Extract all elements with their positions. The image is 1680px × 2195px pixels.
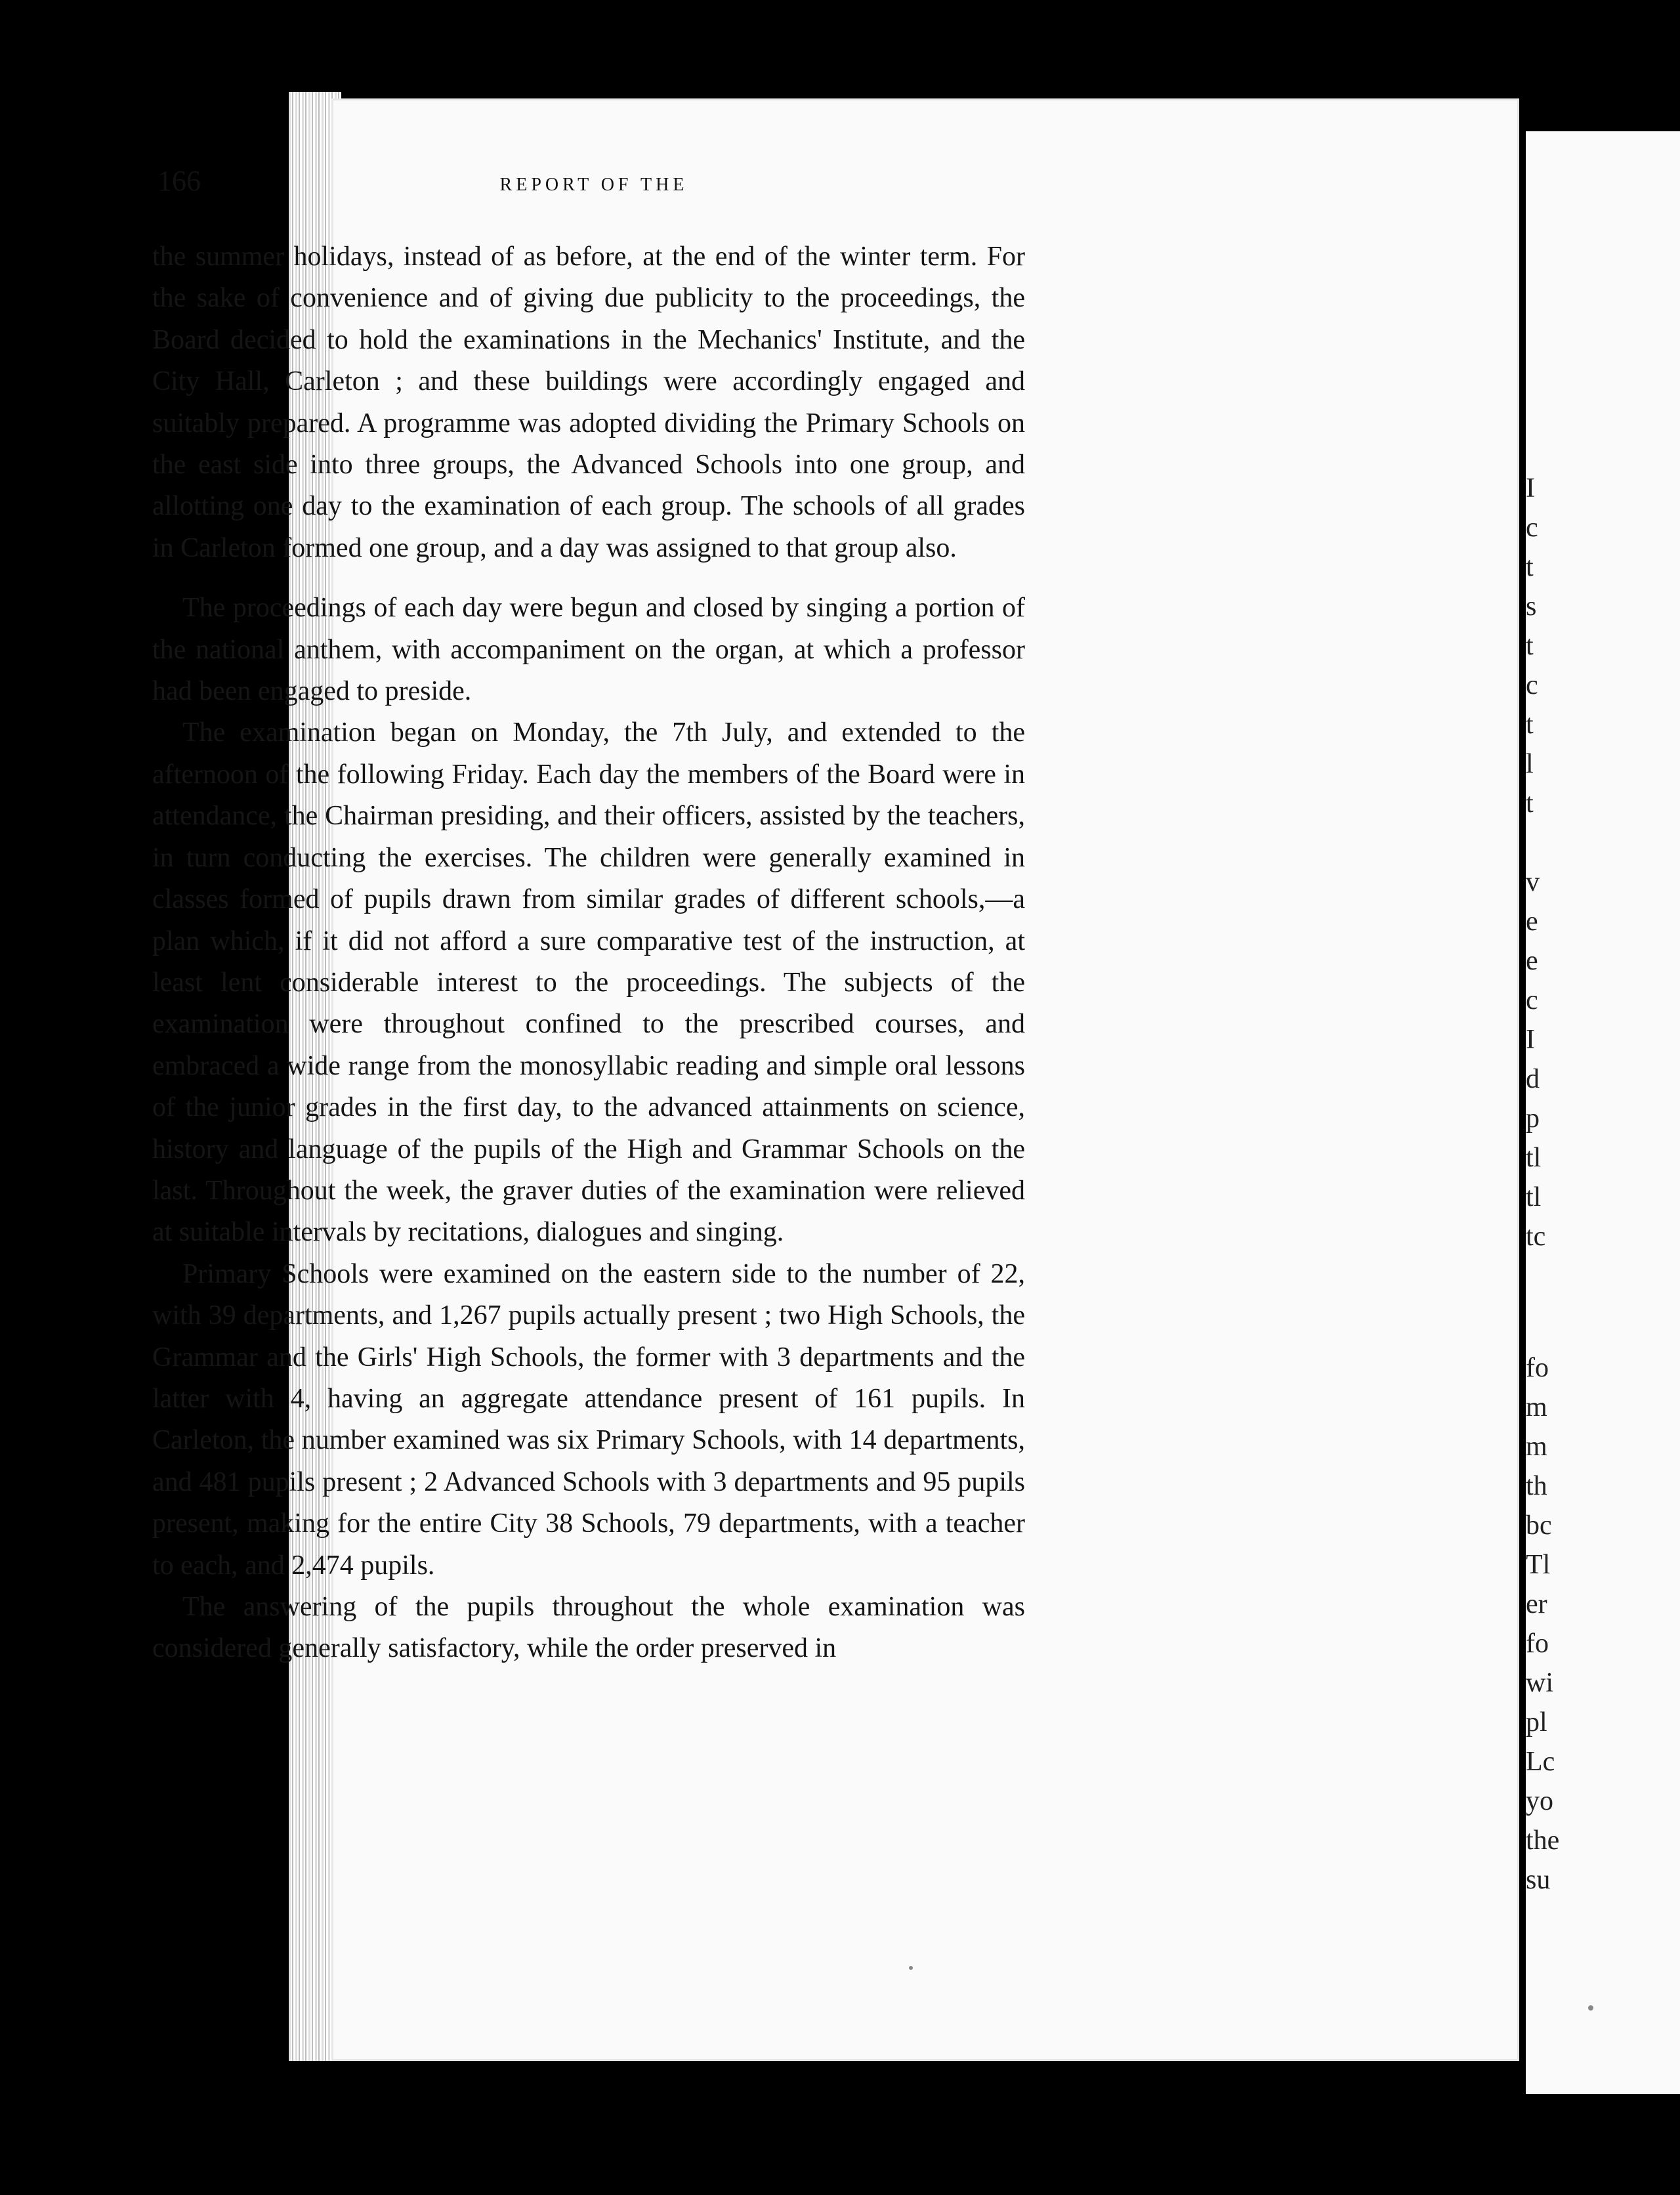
facing-page-fragment: t (1526, 552, 1534, 582)
paragraph: The proceedings of each day were begun and closed by singing a portion of the national anthem, with accompaniment on the organ, at which a professor had been engaged to preside. (152, 593, 1025, 707)
running-head: REPORT OF THE (499, 175, 688, 195)
facing-page-fragment: tl (1526, 1143, 1542, 1173)
paragraph: Primary Schools were examined on the eastern side to the number of 22, with 39 departments, and 1,267 pupils actually present ; two High Schools, the Grammar and the Girls' High Schools, the former with 3 departments and the latter with 4, having an aggregate attendance present of 161 pupils. In Carleton, the number examined was six Primary Schools, with 14 departments, and 481 pupils present ; 2 Advanced Schools with 3 departments and 95 pupils present, making for the entire City 38 Schools, 79 departments, with a teacher to each, and 2,474 pupils. (152, 1258, 1025, 1581)
paper-speck (909, 1966, 913, 1970)
facing-page-fragment: t (1526, 710, 1534, 740)
facing-page-fragment: m (1526, 1392, 1547, 1422)
facing-page-fragment: pl (1526, 1707, 1547, 1737)
facing-page-fragment: e (1526, 946, 1538, 976)
page-number: 166 (158, 165, 201, 197)
facing-page-fragment: the (1526, 1825, 1560, 1856)
facing-page-fragment: wi (1526, 1668, 1553, 1698)
facing-page-fragment: Tl (1526, 1550, 1551, 1580)
facing-page-fragment: th (1526, 1471, 1547, 1501)
facing-page-fragment: c (1526, 670, 1538, 700)
facing-page-fragment: I (1526, 1025, 1535, 1055)
facing-page-fragment: tc (1526, 1222, 1546, 1252)
paragraph: The examination began on Monday, the 7th July, and extended to the afternoon of the following Friday. Each day the members of the Board were in attendance, the Chairman presiding, and their officers, assisted by the teachers, in turn conducting the exercises. The children were generally examined in classes formed of pupils drawn from similar grades of different schools,—a plan which, if it did not afford a sure comparative test of the instruction, at least lent considerable interest to the proceedings. The subjects of the examination were throughout confined to the prescribed courses, and embraced a wide range from the monosyllabic reading and simple oral lessons of the junior grades in the first day, to the advanced attainments on science, history and language of the pupils of the High and Grammar Schools on the last. Throughout the week, the graver duties of the examination were relieved at suitable intervals by recitations, dialogues and singing. (152, 717, 1025, 1248)
facing-page-fragment: tl (1526, 1182, 1542, 1212)
facing-page-fragment: bc (1526, 1510, 1552, 1541)
facing-page-fragment: e (1526, 906, 1538, 937)
facing-page-fragment: c (1526, 513, 1538, 543)
paper-speck (1588, 2005, 1593, 2011)
facing-page-fragment: yo (1526, 1786, 1553, 1816)
body-text (152, 236, 1025, 1670)
facing-page-fragment: m (1526, 1432, 1547, 1462)
paragraph: the summer holidays, instead of as before, at the end of the winter term. For the sake of convenience and of giving due publicity to the proceedings, the Board decided to hold the examinations in the Mechanics' Institute, and the City Hall, Carleton ; and these buildings were accordingly engaged and suitably prepared. A programme was adopted dividing the Primary Schools on the east side into three groups, the Advanced Schools into one group, and allotting one day to the examination of each group. The schools of all grades in Carleton formed one group, and a day was assigned to that group also. (152, 242, 1025, 563)
paragraph: The answering of the pupils throughout the whole examination was considered generally satisfactory, while the order preserved in (152, 1592, 1025, 1664)
facing-page-edge (1526, 131, 1680, 2094)
facing-page-fragment: er (1526, 1589, 1547, 1619)
facing-page-fragment: p (1526, 1103, 1540, 1134)
facing-page-fragment: I (1526, 473, 1535, 503)
facing-page-fragment: l (1526, 749, 1534, 779)
facing-page-fragment: su (1526, 1865, 1551, 1895)
facing-page-fragment: c (1526, 985, 1538, 1015)
facing-page-fragment: v (1526, 867, 1540, 897)
facing-page-fragment: Lc (1526, 1747, 1555, 1777)
facing-page-fragment: t (1526, 631, 1534, 661)
facing-page-fragment: fo (1526, 1629, 1549, 1659)
facing-page-fragment: t (1526, 788, 1534, 819)
facing-page-fragment: s (1526, 591, 1537, 622)
facing-page-fragment: fo (1526, 1353, 1549, 1383)
facing-page-fragment: d (1526, 1064, 1540, 1094)
page-header (158, 164, 1030, 203)
